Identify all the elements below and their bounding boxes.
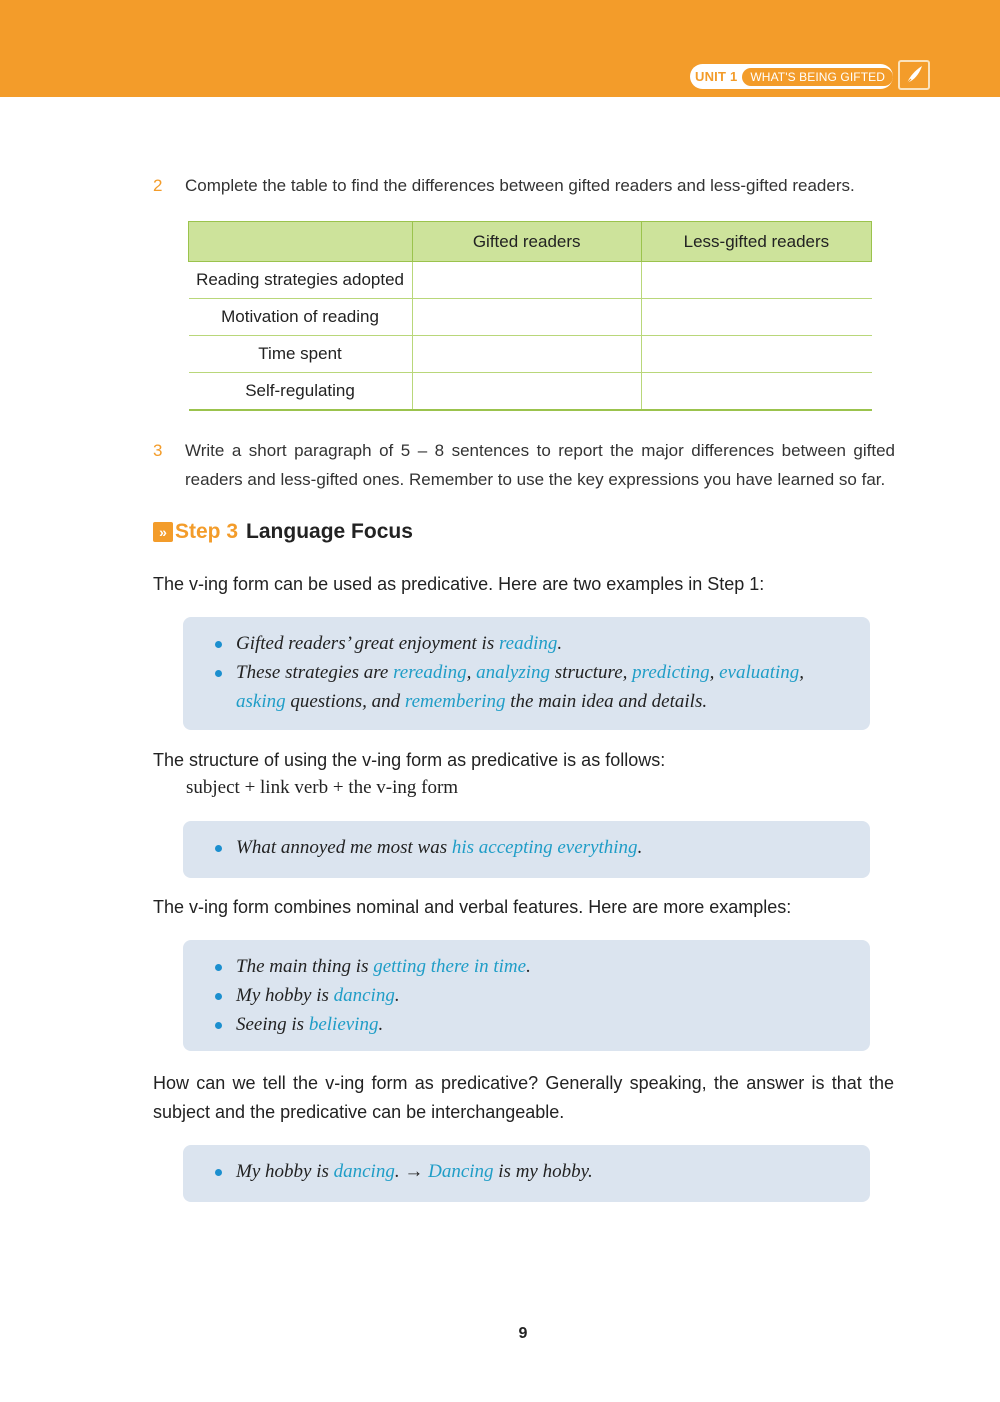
highlighted-v-ing: believing xyxy=(308,1014,379,1035)
highlighted-v-ing: reading xyxy=(498,633,558,654)
step-heading xyxy=(153,520,413,544)
column-header xyxy=(189,222,413,262)
highlighted-v-ing: predicting xyxy=(632,662,710,683)
answer-cell-gifted[interactable] xyxy=(412,336,641,373)
sentence-text: My hobby is xyxy=(236,985,334,1006)
answer-cell-less-gifted[interactable] xyxy=(641,262,871,299)
sentence-text: . xyxy=(526,956,531,977)
sentence-text: structure, xyxy=(550,662,633,683)
answer-cell-gifted[interactable] xyxy=(412,373,641,411)
sentence-text: , xyxy=(709,662,720,683)
answer-cell-less-gifted[interactable] xyxy=(641,299,871,336)
example-sentence xyxy=(213,952,870,981)
double-chevron-icon: » xyxy=(153,522,173,542)
answer-cell-gifted[interactable] xyxy=(412,299,641,336)
highlighted-v-ing: evaluating xyxy=(719,662,800,683)
intro-paragraph-4: How can we tell the v-ing form as predicative? Generally speaking, the answer is that the subject and the predicative can be interchangeable. xyxy=(153,1073,894,1122)
highlighted-v-ing: remembering xyxy=(404,691,506,712)
intro-paragraph-2: The structure of using the v-ing form as predicative is as follows: xyxy=(153,750,666,770)
column-header-gifted: Gifted readers xyxy=(412,222,641,262)
comparison-table xyxy=(188,221,872,411)
example-sentence xyxy=(213,1010,870,1039)
example-box-2 xyxy=(183,821,870,878)
intro-paragraph-1: The v-ing form can be used as predicative. Here are two examples in Step 1: xyxy=(153,574,765,594)
question-number: 2 xyxy=(153,176,163,195)
column-header-less-gifted: Less-gifted readers xyxy=(641,222,871,262)
sentence-text: My hobby is xyxy=(236,1161,334,1182)
sentence-text: , xyxy=(799,662,805,683)
structure-formula: subject + link verb + the v-ing form xyxy=(186,777,459,798)
highlighted-v-ing: getting there in time xyxy=(373,956,527,977)
step-title: Language Focus xyxy=(246,520,413,543)
example-box-1 xyxy=(183,617,870,730)
table-row xyxy=(189,299,872,336)
sentence-text: , xyxy=(466,662,477,683)
sentence-text: Seeing is xyxy=(236,1014,309,1035)
step-number: Step 3 xyxy=(175,520,239,543)
highlighted-v-ing: dancing xyxy=(333,1161,395,1182)
table-row xyxy=(189,373,872,411)
sentence-text: What annoyed me most was xyxy=(236,837,452,858)
example-sentence xyxy=(213,1157,870,1186)
pen-icon xyxy=(898,60,930,90)
sentence-text: is my hobby. xyxy=(493,1161,593,1182)
example-list xyxy=(213,1157,870,1186)
highlighted-v-ing: analyzing xyxy=(476,662,551,683)
example-sentence xyxy=(213,658,870,716)
table-row xyxy=(189,262,872,299)
example-sentence xyxy=(213,629,870,658)
row-label: Self-regulating xyxy=(189,373,413,411)
unit-title: WHAT'S BEING GIFTED xyxy=(742,68,893,86)
example-list xyxy=(213,629,870,716)
sentence-text: questions, and xyxy=(285,691,405,712)
row-label: Motivation of reading xyxy=(189,299,413,336)
unit-badge xyxy=(690,64,893,89)
highlighted-v-ing: asking xyxy=(236,691,286,712)
highlighted-v-ing: rereading xyxy=(393,662,467,683)
intro-paragraph-3: The v-ing form combines nominal and verbal features. Here are more examples: xyxy=(153,897,792,917)
row-label: Reading strategies adopted xyxy=(189,262,413,299)
highlighted-v-ing: Dancing xyxy=(428,1161,494,1182)
question-number: 3 xyxy=(153,441,163,460)
sentence-text: Gifted readers’ great enjoyment is xyxy=(236,633,499,654)
answer-cell-gifted[interactable] xyxy=(412,262,641,299)
example-sentence xyxy=(213,981,870,1010)
sentence-text: . xyxy=(378,1014,384,1035)
question-text: Write a short paragraph of 5 – 8 sentences to report the major differences between gifted readers and less-gifted ones. Remember to use the key expressions you have learned so far. xyxy=(185,441,895,489)
highlighted-v-ing: dancing xyxy=(333,985,395,1006)
table-header-row xyxy=(189,222,872,262)
example-box-3 xyxy=(183,940,870,1051)
example-box-4 xyxy=(183,1145,870,1202)
example-list xyxy=(213,952,870,1039)
sentence-text: . xyxy=(557,633,563,654)
sentence-text: . xyxy=(637,837,643,858)
sentence-text: the main idea and details. xyxy=(505,691,708,712)
unit-label: UNIT 1 xyxy=(695,69,738,84)
question-3 xyxy=(153,436,895,494)
answer-cell-less-gifted[interactable] xyxy=(641,336,871,373)
sentence-text: . → xyxy=(394,1161,429,1182)
answer-cell-less-gifted[interactable] xyxy=(641,373,871,411)
example-sentence xyxy=(213,833,870,862)
table-row xyxy=(189,336,872,373)
highlighted-v-ing: his accepting everything xyxy=(451,837,638,858)
sentence-text: . xyxy=(394,985,400,1006)
sentence-text: These strategies are xyxy=(236,662,394,683)
question-text: Complete the table to find the differences between gifted readers and less-gifted readers. xyxy=(185,176,855,195)
sentence-text: The main thing is xyxy=(236,956,374,977)
question-2 xyxy=(153,171,895,200)
example-list xyxy=(213,833,870,862)
row-label: Time spent xyxy=(189,336,413,373)
page-number: 9 xyxy=(518,1325,528,1342)
